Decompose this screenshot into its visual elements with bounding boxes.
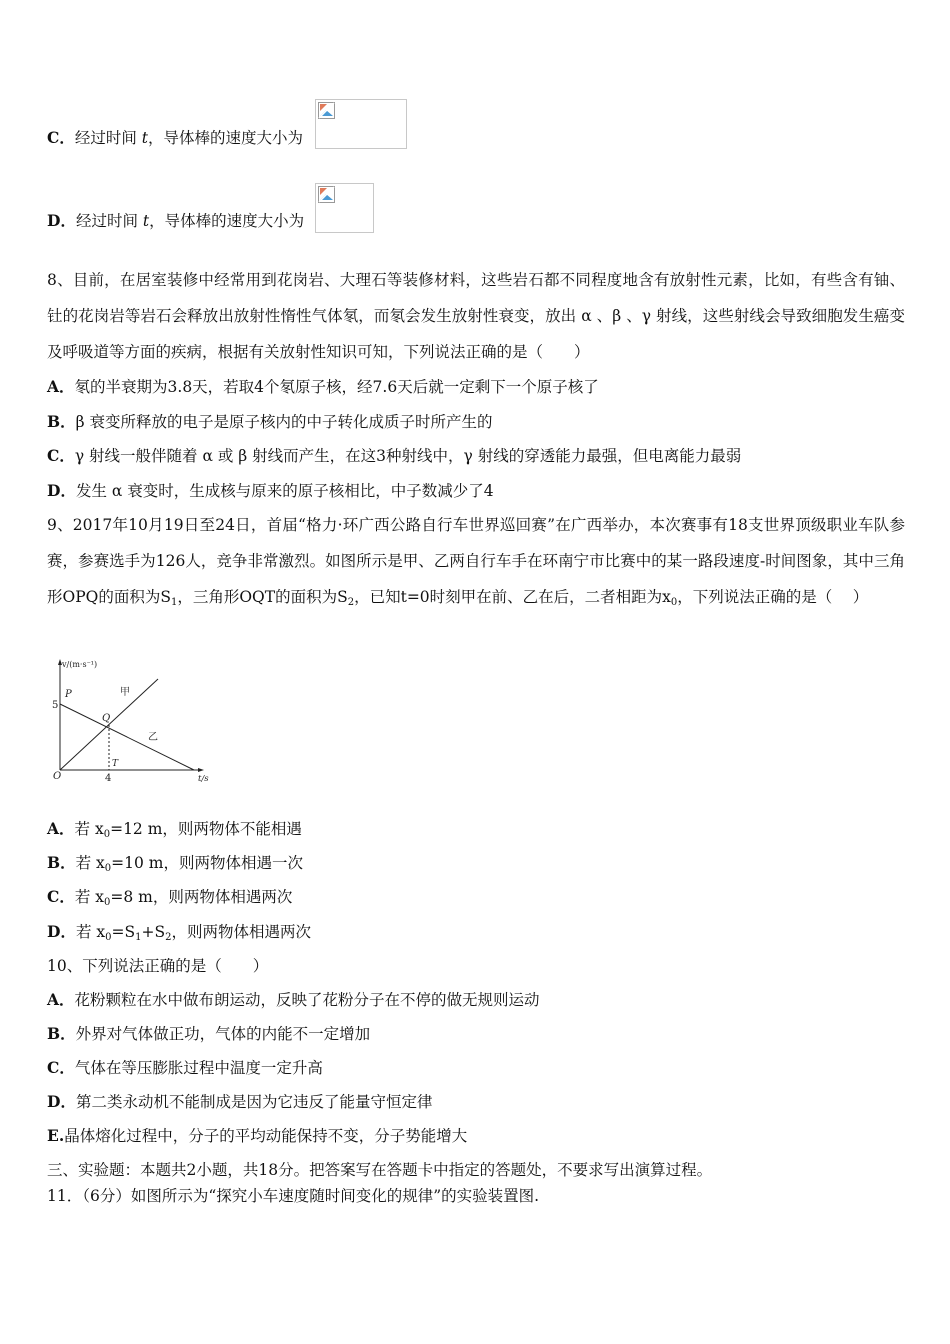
q9-option-b (47, 853, 303, 879)
option-text-2: ，导体棒的速度大小为 (148, 129, 304, 147)
x-tick-4: 4 (105, 773, 112, 784)
option-label: A． (47, 377, 75, 396)
broken-image-icon (315, 183, 374, 233)
series-jia-line (60, 679, 158, 770)
series-yi-label: 乙 (148, 732, 158, 743)
option-text: 外界对气体做正功，气体的内能不一定增加 (75, 1025, 371, 1043)
subscript: 0 (104, 863, 112, 874)
q10-option-d (47, 1092, 432, 1112)
option-pre: 若 x (74, 820, 104, 838)
origin-label: O (53, 771, 62, 782)
q9-stem-part4: ，下列说法正确的是（ ） (677, 588, 869, 606)
variable-t: t (141, 129, 149, 147)
series-jia-label: 甲 (120, 687, 130, 698)
q10-option-b (47, 1024, 370, 1044)
option-label: C． (47, 887, 75, 906)
option-text: 发生 α 衰变时，生成核与原来的原子核相比，中子数减少了4 (75, 482, 494, 500)
option-pre: 若 x (75, 854, 105, 872)
point-t-label: T (112, 759, 119, 769)
y-axis-label: v/(m·s⁻¹) (62, 660, 98, 669)
q7-option-c (47, 128, 303, 148)
option-label: B． (47, 853, 76, 872)
option-pre: 若 x (74, 888, 105, 906)
option-label: C． (47, 1058, 75, 1077)
subscript: 1 (135, 932, 142, 943)
subscript: 0 (103, 829, 111, 840)
option-label: B． (47, 412, 76, 431)
q8-option-a (47, 377, 599, 397)
subscript: 2 (347, 597, 355, 608)
option-pre: 若 x (75, 923, 106, 941)
subscript: 2 (165, 932, 172, 943)
q7-option-d (47, 211, 304, 231)
option-text-2: ，导体棒的速度大小为 (149, 212, 305, 230)
option-post: =10 m，则两物体相遇一次 (111, 854, 303, 872)
option-mid: =S (111, 923, 136, 941)
broken-image-icon (318, 102, 335, 119)
q8-option-b (47, 412, 493, 432)
option-label: B． (47, 1024, 76, 1043)
q10-option-e (47, 1126, 467, 1146)
subscript: 0 (670, 597, 678, 608)
q9-option-d (47, 922, 311, 948)
option-text: 花粉颗粒在水中做布朗运动，反映了花粉分子在不停的做无规则运动 (74, 991, 540, 1009)
option-label: A． (47, 990, 75, 1009)
option-mid2: +S (141, 923, 166, 941)
option-label: D． (47, 922, 76, 941)
q10-stem: 10、下列说法正确的是（ ） (47, 957, 269, 975)
subscript: 0 (104, 897, 111, 908)
q10-option-a (47, 990, 540, 1010)
option-label: D． (47, 1092, 76, 1111)
subscript: 1 (170, 597, 178, 608)
q8-option-c (47, 446, 741, 466)
q10-option-c (47, 1058, 323, 1078)
q11-stem: 11．（6分）如图所示为“探究小车速度随时间变化的规律”的实验装置图. (47, 1187, 540, 1205)
option-text: 经过时间 (74, 129, 142, 147)
option-post: ，则两物体相遇两次 (171, 923, 311, 941)
option-label: D． (47, 481, 76, 500)
option-label: A． (47, 819, 75, 838)
option-text: 第二类永动机不能制成是因为它违反了能量守恒定律 (75, 1093, 433, 1111)
broken-image-icon (318, 186, 335, 203)
q8-option-d (47, 481, 494, 501)
option-text: γ 射线一般伴随着 α 或 β 射线而产生，在这3种射线中，γ 射线的穿透能力最强，但电离能力最弱 (74, 447, 742, 465)
option-label: E. (47, 1126, 65, 1145)
velocity-time-graph (50, 655, 225, 785)
series-yi-line (60, 704, 194, 770)
x-axis-arrow (198, 768, 204, 772)
variable-t: t (142, 212, 150, 230)
q9-stem (47, 507, 905, 621)
q9-stem-part1: 9、2017年10月19日至24日，首届“格力·环广西公路自行车世界巡回赛”在广西举办，本次赛事有18支世界顶级职业车队参赛，参赛选手为126人，竞争非常激烈。如图所示是甲、乙两自行车手在环南宁市比赛中的某一路段速度-时间图象，其中三角形OPQ的面积为S (47, 516, 905, 606)
q8-stem: 8、目前，在居室装修中经常用到花岗岩、大理石等装修材料，这些岩石都不同程度地含有放射性元素，比如，有些含有铀、钍的花岗岩等岩石会释放出放射性惰性气体氡，而氡会发生放射性衰变，放出 α 、β 、γ 射线，这些射线会导致细胞发生癌变及呼吸道等方面的疾病，根据有关放射性知识可知，下列说法正确的是（ ） (47, 271, 905, 361)
section-heading: 三、实验题：本题共2小题，共18分。把答案写在答题卡中指定的答题处，不要求写出演算过程。 (47, 1161, 713, 1179)
option-label: D． (47, 211, 76, 230)
point-p-label: P (65, 689, 72, 700)
option-text: 晶体熔化过程中，分子的平均动能保持不变，分子势能增大 (64, 1127, 468, 1145)
x-axis-label: t/s (198, 774, 209, 784)
q9-option-a (47, 819, 302, 845)
option-text: 经过时间 (75, 212, 143, 230)
broken-image-icon (315, 99, 407, 149)
option-text: β 衰变所释放的电子是原子核内的中子转化成质子时所产生的 (75, 413, 493, 431)
point-q-label: Q (102, 713, 111, 724)
q9-option-c (47, 887, 292, 913)
option-label: C． (47, 446, 75, 465)
option-text: 氡的半衰期为3.8天，若取4个氡原子核，经7.6天后就一定剩下一个原子核了 (74, 378, 599, 396)
q9-stem-part2: ，三角形OQT的面积为S (177, 588, 348, 606)
option-label: C． (47, 128, 75, 147)
option-post: =8 m，则两物体相遇两次 (110, 888, 293, 906)
option-post: =12 m，则两物体不能相遇 (110, 820, 302, 838)
y-tick-5: 5 (52, 700, 59, 711)
subscript: 0 (105, 932, 112, 943)
q9-stem-part3: ，已知t=0时刻甲在前、乙在后，二者相距为x (354, 588, 671, 606)
option-text: 气体在等压膨胀过程中温度一定升高 (74, 1059, 323, 1077)
